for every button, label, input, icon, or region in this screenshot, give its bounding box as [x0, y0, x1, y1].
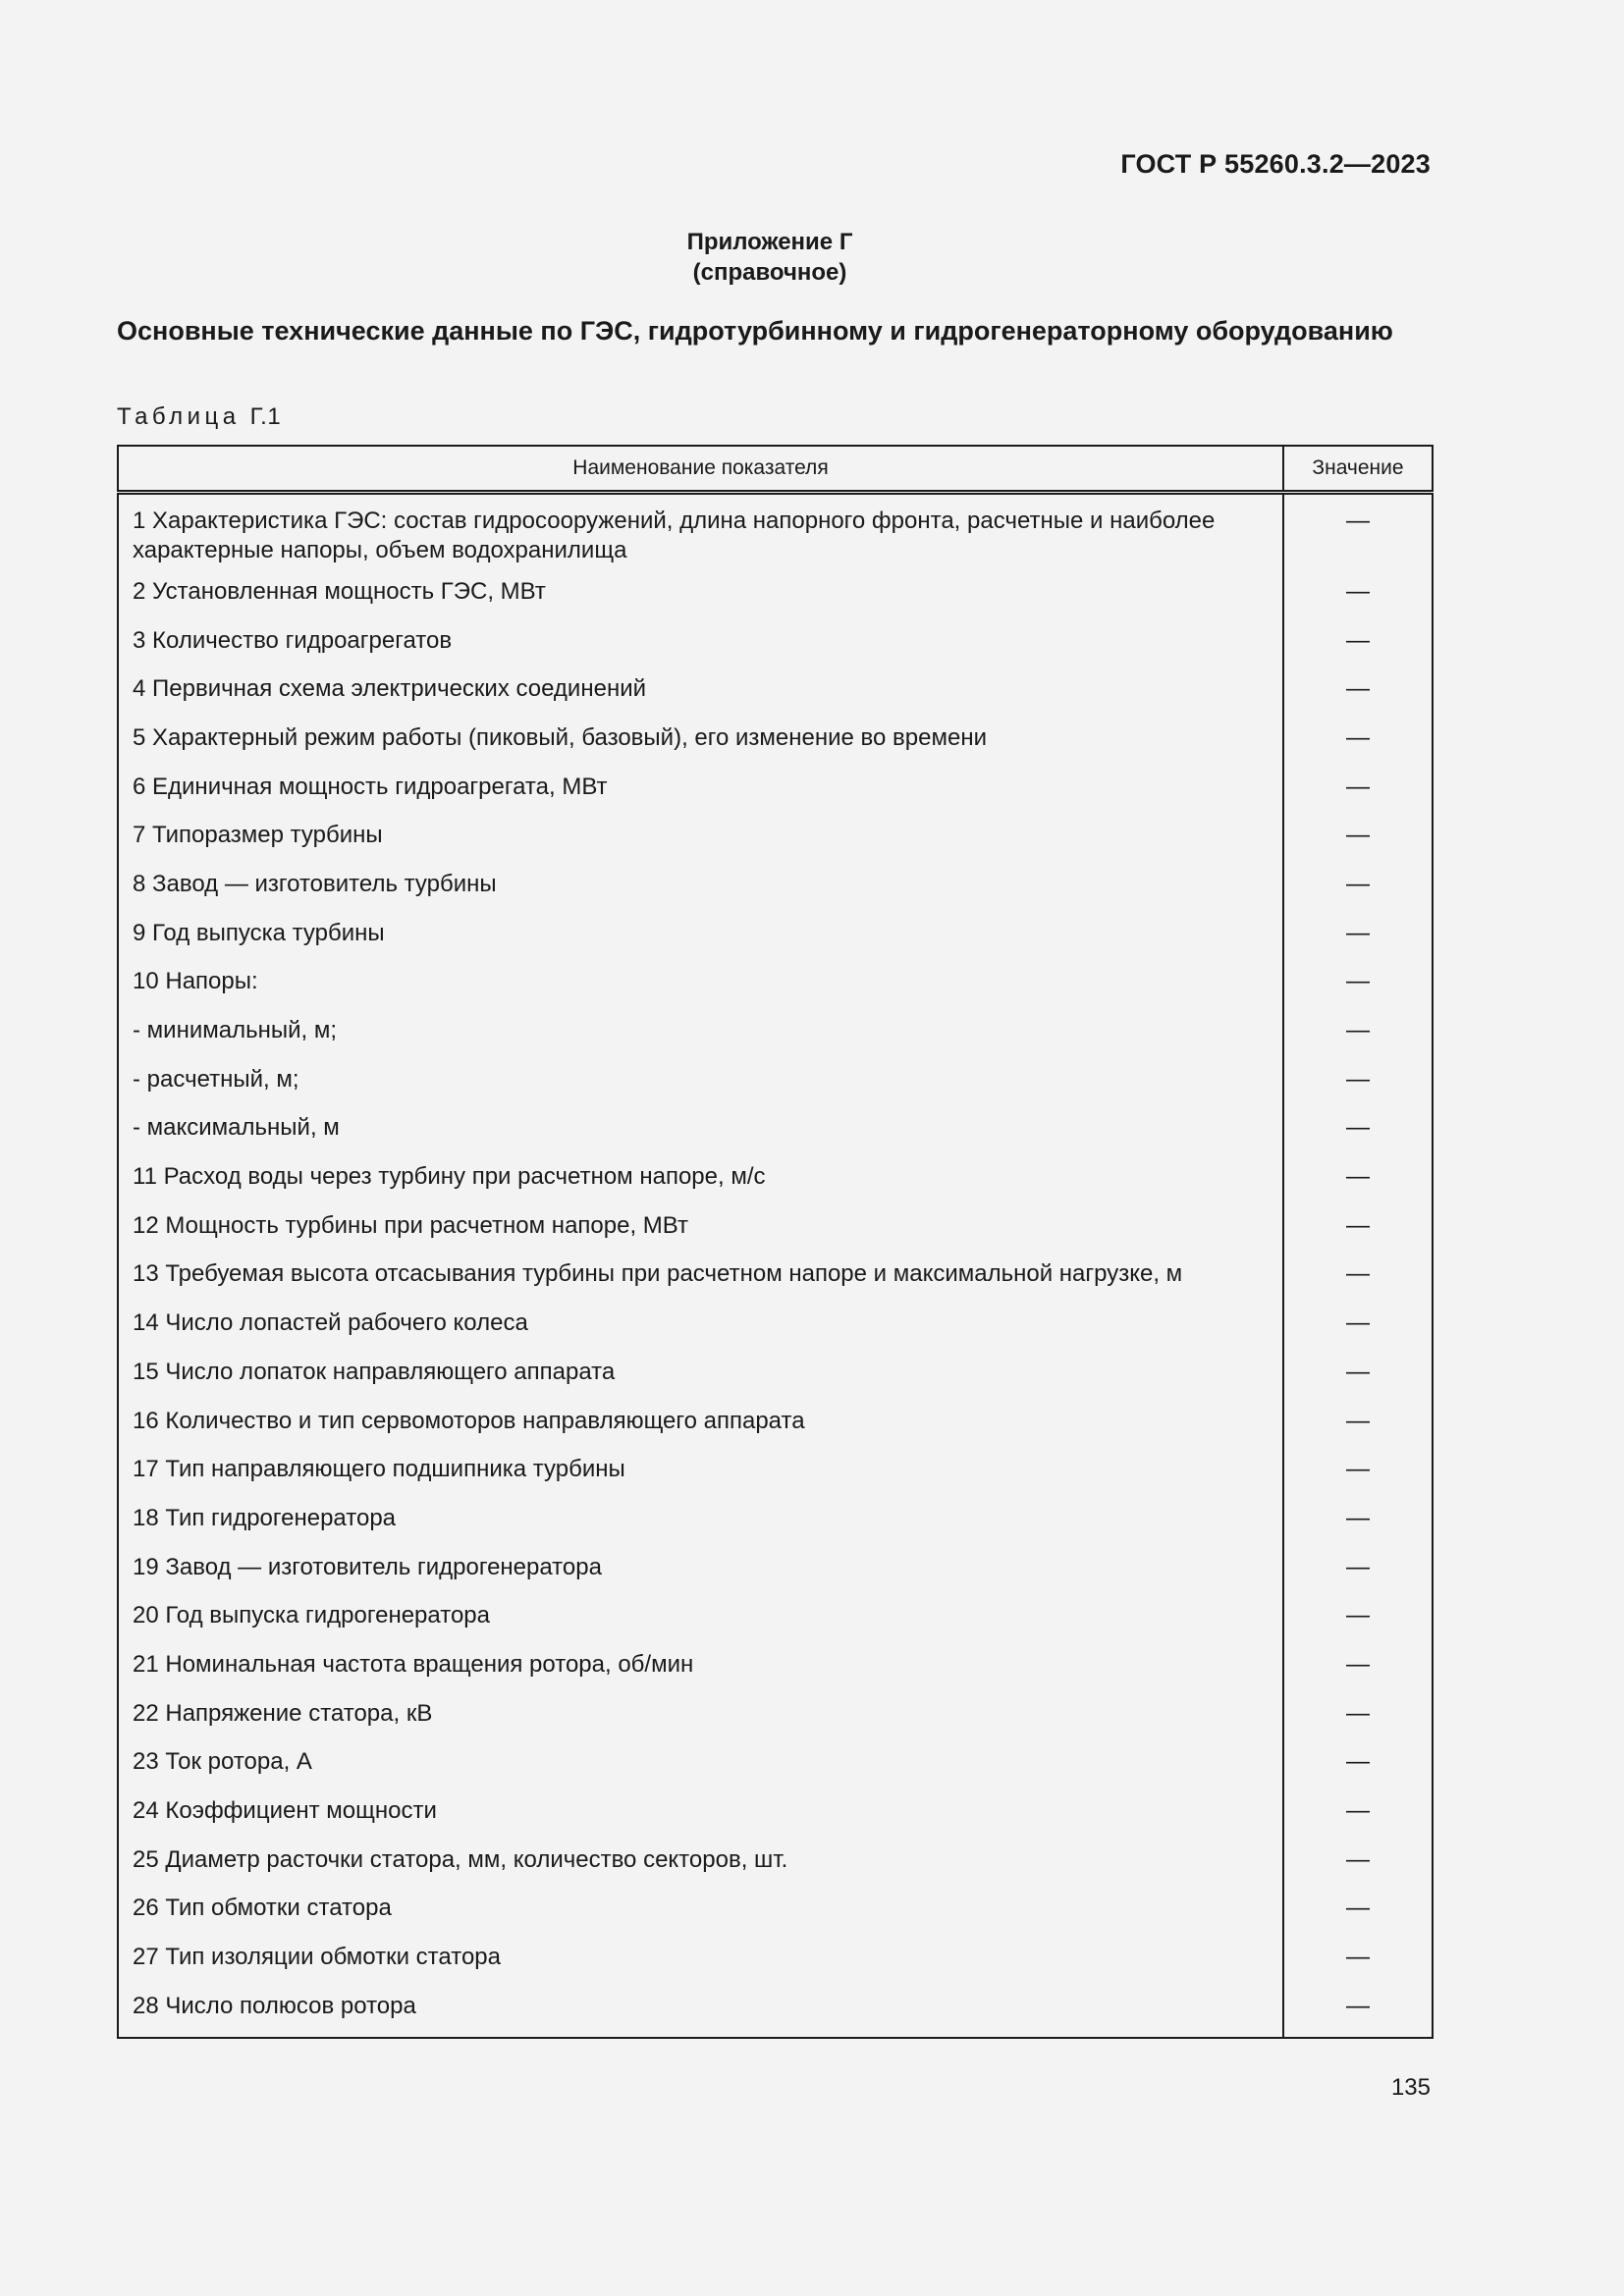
- table-row: [118, 1055, 1433, 1104]
- row-indicator-name: 21 Номинальная частота вращения ротора, об/мин: [118, 1640, 1283, 1689]
- row-indicator-value: —: [1346, 773, 1370, 800]
- row-indicator-value: —: [1346, 1944, 1370, 1971]
- table-row: [118, 567, 1433, 616]
- table-row: [118, 1104, 1433, 1153]
- row-indicator-name: - максимальный, м: [118, 1104, 1283, 1153]
- table-row: [118, 1201, 1433, 1251]
- row-indicator-name: 24 Коэффициент мощности: [118, 1787, 1283, 1836]
- table-row: [118, 1591, 1433, 1640]
- row-indicator-value: —: [1346, 1163, 1370, 1191]
- row-indicator-name: 26 Тип обмотки статора: [118, 1885, 1283, 1934]
- table-row: [118, 1933, 1433, 1982]
- row-indicator-value: —: [1346, 1456, 1370, 1483]
- row-indicator-value: —: [1346, 822, 1370, 849]
- table-row: [118, 860, 1433, 909]
- row-indicator-value: —: [1346, 1017, 1370, 1044]
- table-row: [118, 958, 1433, 1007]
- column-header-value: Значение: [1283, 446, 1433, 493]
- row-indicator-name: 3 Количество гидроагрегатов: [118, 616, 1283, 666]
- row-indicator-name: 4 Первичная схема электрических соединений: [118, 665, 1283, 714]
- table-row: [118, 1982, 1433, 2038]
- row-indicator-value: —: [1346, 1211, 1370, 1239]
- row-indicator-name: 18 Тип гидрогенератора: [118, 1494, 1283, 1543]
- data-table: [117, 445, 1434, 2039]
- table-row: [118, 1006, 1433, 1055]
- row-indicator-value: —: [1346, 1114, 1370, 1142]
- row-indicator-name: 13 Требуемая высота отсасывания турбины при расчетном напоре и максимальной нагрузке, м: [118, 1251, 1283, 1300]
- row-indicator-value: —: [1346, 870, 1370, 897]
- row-indicator-name: 28 Число полюсов ротора: [118, 1982, 1283, 2038]
- appendix-title: Приложение Г: [686, 229, 853, 255]
- table-caption-label: Таблица: [117, 403, 241, 430]
- row-indicator-name: 9 Год выпуска турбины: [118, 909, 1283, 958]
- row-indicator-name: 7 Типоразмер турбины: [118, 811, 1283, 860]
- row-indicator-name: 11 Расход воды через турбину при расчетном напоре, м/с: [118, 1152, 1283, 1201]
- row-indicator-name: 1 Характеристика ГЭС: состав гидросооружений, длина напорного фронта, расчетные и наиболее характерные напоры, объем водохранилища: [118, 493, 1283, 568]
- table-row: [118, 811, 1433, 860]
- row-indicator-value: —: [1346, 1504, 1370, 1531]
- row-indicator-value: —: [1346, 919, 1370, 946]
- row-indicator-name: 5 Характерный режим работы (пиковый, базовый), его изменение во времени: [118, 714, 1283, 763]
- table-row: [118, 1494, 1433, 1543]
- row-indicator-value: —: [1346, 1748, 1370, 1776]
- table-row: [118, 1640, 1433, 1689]
- row-indicator-name: 12 Мощность турбины при расчетном напоре, МВт: [118, 1201, 1283, 1251]
- table-row: [118, 1299, 1433, 1348]
- row-indicator-name: 6 Единичная мощность гидроагрегата, МВт: [118, 763, 1283, 812]
- row-indicator-name: - минимальный, м;: [118, 1006, 1283, 1055]
- table-row: [118, 1689, 1433, 1738]
- row-indicator-name: 25 Диаметр расточки статора, мм, количество секторов, шт.: [118, 1836, 1283, 1885]
- table-row: [118, 763, 1433, 812]
- row-indicator-value: —: [1346, 1553, 1370, 1580]
- row-indicator-name: 23 Ток ротора, А: [118, 1738, 1283, 1788]
- row-indicator-value: —: [1346, 1895, 1370, 1922]
- row-indicator-value: —: [1346, 723, 1370, 751]
- row-indicator-name: - расчетный, м;: [118, 1055, 1283, 1104]
- row-indicator-name: 27 Тип изоляции обмотки статора: [118, 1933, 1283, 1982]
- table-row: [118, 1787, 1433, 1836]
- column-header-name: Наименование показателя: [118, 446, 1283, 493]
- document-code: ГОСТ Р 55260.3.2—2023: [1120, 149, 1431, 179]
- row-indicator-name: 22 Напряжение статора, кВ: [118, 1689, 1283, 1738]
- row-indicator-value: —: [1346, 1699, 1370, 1727]
- table-row: [118, 1836, 1433, 1885]
- table-row: [118, 1348, 1433, 1397]
- row-indicator-value: —: [1346, 1260, 1370, 1288]
- row-indicator-value: —: [1346, 1992, 1370, 2019]
- table-row: [118, 616, 1433, 666]
- row-indicator-name: 14 Число лопастей рабочего колеса: [118, 1299, 1283, 1348]
- row-indicator-value: —: [1346, 1065, 1370, 1093]
- table-caption-number: Г.1: [249, 403, 282, 430]
- table-row: [118, 1152, 1433, 1201]
- row-indicator-name: 2 Установленная мощность ГЭС, МВт: [118, 567, 1283, 616]
- row-indicator-value: —: [1346, 626, 1370, 654]
- table-row: [118, 714, 1433, 763]
- table-header-row: [118, 446, 1433, 493]
- appendix-subtitle: (справочное): [692, 259, 847, 286]
- row-indicator-value: —: [1346, 1602, 1370, 1629]
- section-heading: Основные технические данные по ГЭС, гидротурбинному и гидрогенераторному оборудованию: [117, 316, 1393, 346]
- table-row: [118, 909, 1433, 958]
- row-indicator-name: 10 Напоры:: [118, 958, 1283, 1007]
- table-row: [118, 1397, 1433, 1446]
- row-indicator-value: —: [1346, 1650, 1370, 1678]
- table-body: [118, 493, 1433, 2038]
- row-indicator-value: —: [1346, 1797, 1370, 1825]
- row-indicator-name: 17 Тип направляющего подшипника турбины: [118, 1445, 1283, 1494]
- row-indicator-value: —: [1346, 968, 1370, 995]
- row-indicator-name: 20 Год выпуска гидрогенератора: [118, 1591, 1283, 1640]
- row-indicator-name: 15 Число лопаток направляющего аппарата: [118, 1348, 1283, 1397]
- row-indicator-value: —: [1346, 1309, 1370, 1337]
- table-row: [118, 493, 1433, 568]
- table-row: [118, 1543, 1433, 1592]
- table-row: [118, 665, 1433, 714]
- table-row: [118, 1251, 1433, 1300]
- row-indicator-value: —: [1346, 1358, 1370, 1385]
- row-indicator-name: 8 Завод — изготовитель турбины: [118, 860, 1283, 909]
- row-indicator-value: —: [1346, 507, 1370, 534]
- row-indicator-name: 19 Завод — изготовитель гидрогенератора: [118, 1543, 1283, 1592]
- row-indicator-name: 16 Количество и тип сервомоторов направляющего аппарата: [118, 1397, 1283, 1446]
- table-row: [118, 1738, 1433, 1788]
- row-indicator-value: —: [1346, 675, 1370, 703]
- table-caption: [117, 403, 281, 431]
- table-row: [118, 1445, 1433, 1494]
- row-indicator-value: —: [1346, 1845, 1370, 1873]
- page-number: 135: [1390, 2074, 1431, 2101]
- row-indicator-value: —: [1346, 577, 1370, 605]
- table-row: [118, 1885, 1433, 1934]
- row-indicator-value: —: [1346, 1407, 1370, 1434]
